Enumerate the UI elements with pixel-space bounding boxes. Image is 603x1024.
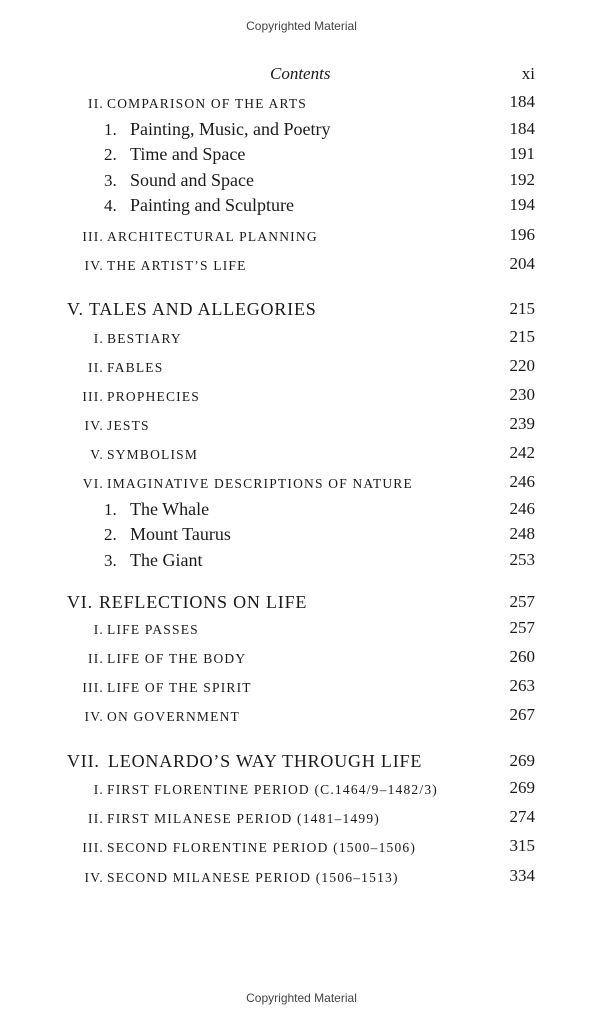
toc-entry-number: IV.: [84, 709, 104, 724]
toc-entry-page: 196: [509, 225, 535, 244]
toc-entry-number: III.: [82, 840, 104, 855]
toc-entry-section: [0, 327, 603, 354]
toc-entry-number: 1.: [104, 120, 117, 139]
toc-entry-number: V.: [67, 299, 84, 319]
toc-entry-page: 242: [509, 443, 535, 462]
toc-entry-number: IV.: [84, 418, 104, 433]
toc-entry-chapter: [0, 592, 603, 616]
toc-entry-title: ARCHITECTURAL PLANNING: [107, 229, 318, 244]
toc-entry-title: SYMBOLISM: [107, 447, 199, 462]
toc-entry-page: 192: [509, 170, 535, 189]
toc-entry-page: 263: [509, 676, 535, 695]
toc-entry-number: I.: [93, 622, 104, 637]
toc-entry-page: 194: [509, 195, 535, 214]
toc-entry-title: THE ARTIST’S LIFE: [107, 258, 247, 273]
toc-entry-number: VI.: [82, 476, 104, 491]
toc-entry-title: SECOND MILANESE PERIOD (1506–1513): [107, 870, 399, 885]
toc-entry-page: 184: [509, 119, 535, 138]
toc-entry-sub: [0, 551, 603, 575]
toc-entry-title: BESTIARY: [107, 331, 182, 346]
toc-entry-page: 191: [509, 144, 535, 163]
toc-entry-section: [0, 778, 603, 805]
toc-entry-section: [0, 356, 603, 383]
toc-entry-page: 248: [509, 524, 535, 543]
toc-entry-title: FIRST MILANESE PERIOD (1481–1499): [107, 811, 380, 826]
toc-entry-number: V.: [90, 447, 104, 462]
toc-entry-title: LIFE PASSES: [107, 622, 199, 637]
copyright-notice-bottom: Copyrighted Material: [246, 991, 357, 1005]
toc-entry-section: [0, 807, 603, 834]
toc-entry-page: 267: [509, 705, 535, 724]
toc-entry-title: LEONARDO’S WAY THROUGH LIFE: [108, 751, 423, 771]
toc-entry-title: TALES AND ALLEGORIES: [89, 299, 317, 319]
toc-entry-chapter: [0, 299, 603, 323]
toc-entry-section: [0, 472, 603, 499]
toc-entry-section: [0, 414, 603, 441]
toc-entry-page: 260: [509, 647, 535, 666]
toc-entry-number: 3.: [104, 551, 117, 570]
toc-entry-section: [0, 385, 603, 412]
toc-entry-sub: [0, 120, 603, 144]
toc-entry-title: Painting, Music, and Poetry: [130, 119, 331, 139]
toc-entry-page: 257: [509, 618, 535, 637]
toc-entry-number: II.: [88, 651, 104, 666]
toc-entry-title: COMPARISON OF THE ARTS: [107, 96, 308, 111]
toc-entry-number: 2.: [104, 145, 117, 164]
toc-entry-page: 334: [509, 866, 535, 885]
toc-entry-title: JESTS: [107, 418, 150, 433]
toc-entry-number: III.: [82, 680, 104, 695]
toc-entry-title: ON GOVERNMENT: [107, 709, 240, 724]
toc-entry-number: III.: [82, 389, 104, 404]
toc-entry-number: IV.: [84, 258, 104, 273]
toc-entry-sub: [0, 500, 603, 524]
toc-entry-chapter: [0, 751, 603, 775]
toc-entry-title: Time and Space: [130, 144, 246, 164]
toc-entry-sub: [0, 171, 603, 195]
toc-entry-title: LIFE OF THE SPIRIT: [107, 680, 252, 695]
toc-entry-page: 274: [509, 807, 535, 826]
toc-entry-title: PROPHECIES: [107, 389, 201, 404]
toc-entry-sub: [0, 145, 603, 169]
toc-entry-number: 4.: [104, 196, 117, 215]
toc-entry-number: IV.: [84, 870, 104, 885]
toc-entry-section: [0, 443, 603, 470]
toc-entry-section: [0, 254, 603, 281]
toc-entry-title: FABLES: [107, 360, 164, 375]
toc-entry-page: 239: [509, 414, 535, 433]
toc-entry-title: LIFE OF THE BODY: [107, 651, 247, 666]
toc-entry-page: 253: [509, 550, 535, 569]
toc-entry-page: 215: [509, 327, 535, 346]
toc-entry-number: III.: [82, 229, 104, 244]
toc-entry-title: SECOND FLORENTINE PERIOD (1500–1506): [107, 840, 417, 855]
toc-entry-title: IMAGINATIVE DESCRIPTIONS OF NATURE: [107, 476, 413, 491]
toc-entry-page: 246: [509, 499, 535, 518]
toc-entry-number: I.: [93, 782, 104, 797]
toc-entry-page: 246: [509, 472, 535, 491]
running-title: Contents: [270, 64, 331, 83]
toc-entry-title: Sound and Space: [130, 170, 254, 190]
toc-entry-title: FIRST FLORENTINE PERIOD (C.1464/9–1482/3): [107, 782, 438, 797]
toc-entry-section: [0, 866, 603, 893]
toc-entry-page: 204: [509, 254, 535, 273]
toc-entry-section: [0, 225, 603, 252]
toc-entry-title: REFLECTIONS ON LIFE: [99, 592, 308, 612]
toc-entry-title: Mount Taurus: [130, 524, 231, 544]
toc-entry-number: II.: [88, 96, 104, 111]
toc-entry-title: Painting and Sculpture: [130, 195, 294, 215]
toc-entry-page: 315: [509, 836, 535, 855]
toc-entry-page: 184: [509, 92, 535, 111]
toc-entry-number: II.: [88, 811, 104, 826]
toc-entry-number: II.: [88, 360, 104, 375]
toc-entry-number: I.: [93, 331, 104, 346]
running-header: [0, 64, 603, 86]
toc-entry-section: [0, 836, 603, 863]
toc-entry-page: 269: [509, 751, 535, 770]
toc-entry-section: [0, 618, 603, 645]
toc-entry-sub: [0, 525, 603, 549]
toc-entry-section: [0, 705, 603, 732]
toc-entry-number: VII.: [67, 751, 100, 771]
toc-entry-title: The Whale: [130, 499, 210, 519]
toc-entry-number: 2.: [104, 525, 117, 544]
toc-entry-section: [0, 676, 603, 703]
toc-entry-sub: [0, 196, 603, 220]
copyright-notice-top: Copyrighted Material: [246, 19, 357, 33]
toc-entry-number: VI.: [67, 592, 93, 612]
toc-entry-page: 269: [509, 778, 535, 797]
toc-entry-page: 215: [509, 299, 535, 318]
toc-entry-section: [0, 647, 603, 674]
toc-entry-number: 1.: [104, 500, 117, 519]
toc-entry-page: 230: [509, 385, 535, 404]
toc-entry-section: [0, 92, 603, 119]
toc-entry-page: 257: [509, 592, 535, 611]
toc-entry-title: The Giant: [130, 550, 203, 570]
toc-entry-page: 220: [509, 356, 535, 375]
toc-entry-number: 3.: [104, 171, 117, 190]
page-number: xi: [521, 64, 535, 83]
